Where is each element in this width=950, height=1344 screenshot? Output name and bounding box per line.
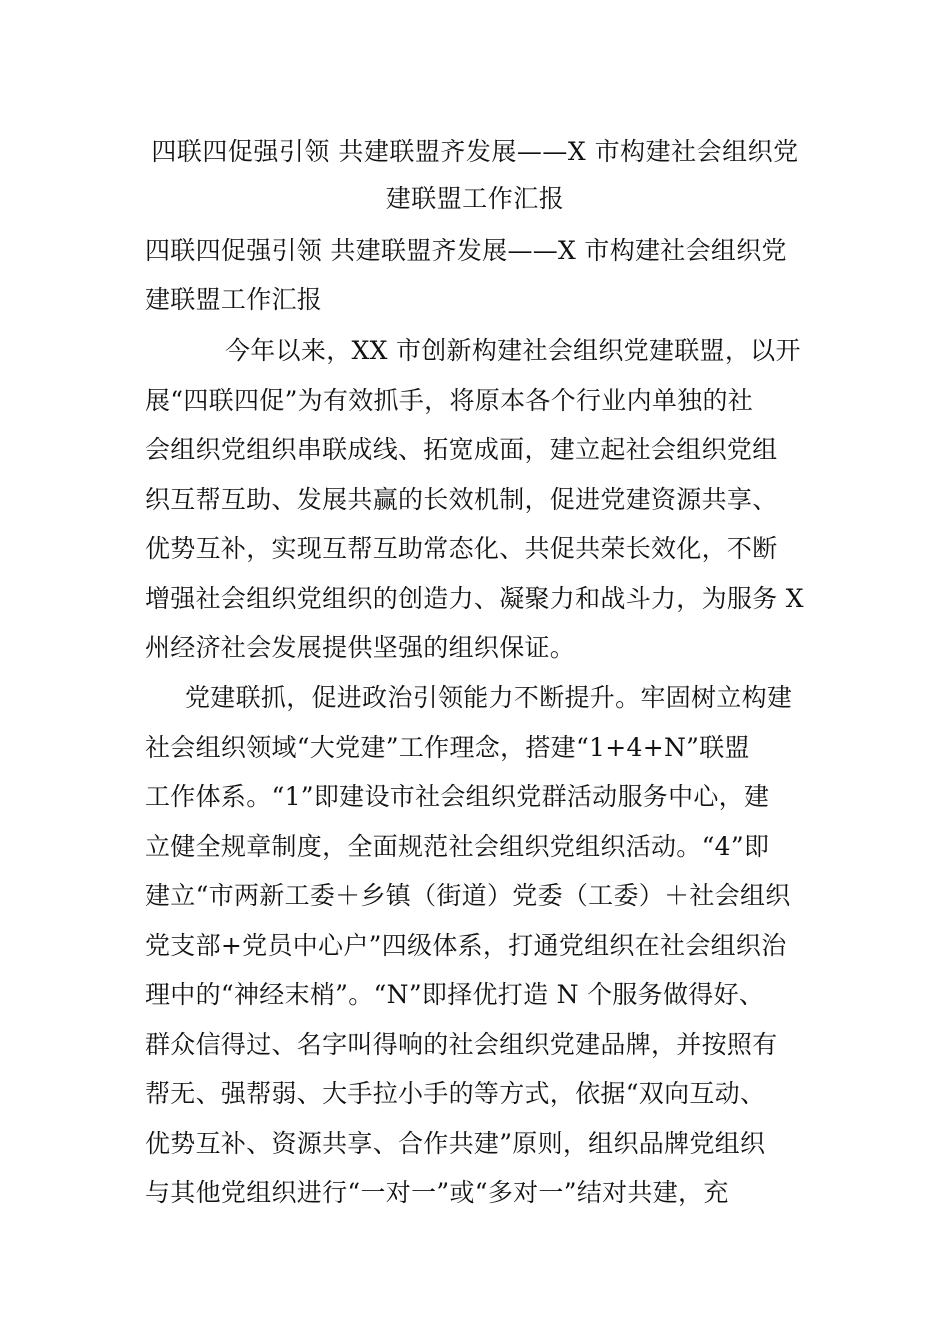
paragraph-intro [145,326,810,673]
paragraph-line: 工作体系。“1”即建设市社会组织党群活动服务中心，建 [145,782,770,811]
paragraph-line: 党建联抓，促进政治引领能力不断提升。牢固树立构建 [185,683,793,712]
paragraph-line: 立健全规章制度，全面规范社会组织党组织活动。“4”即 [145,831,770,861]
heading-line-2: 建联盟工作汇报 [145,285,323,314]
paragraph-line: 增强社会组织党组织的创造力、凝聚力和战斗力，为服务 X [145,583,804,613]
paragraph-line: 建立“市两新工委＋乡镇（街道）党委（工委）＋社会组织 [145,881,791,910]
paragraph-line: 州经济社会发展提供坚强的组织保证。 [145,633,576,662]
paragraph-line: 今年以来，XX 市创新构建社会组织党建联盟，以开 [225,336,801,365]
title-line-1: 四联四促强引领 共建联盟齐发展——X 市构建社会组织党 [151,137,799,166]
paragraph-line: 优势互补、资源共享、合作共建”原则，组织品牌党组织 [145,1128,766,1158]
document-heading [145,226,810,324]
document-title [120,128,830,222]
paragraph-line: 会组织党组织串联成线、拓宽成面，建立起社会组织党组 [145,435,778,464]
paragraph-line: 织互帮互助、发展共赢的长效机制，促进党建资源共享、 [145,484,778,514]
paragraph-line: 社会组织领域“大党建”工作理念，搭建“1+4+N”联盟 [145,732,750,762]
paragraph-party-building [145,673,810,1218]
paragraph-line: 展“四联四促”为有效抓手，将原本各个行业内单独的社 [145,385,754,415]
paragraph-line: 帮无、强帮弱、大手拉小手的等方式，依据“双向互动、 [145,1079,766,1108]
paragraph-line: 与其他党组织进行“一对一”或“多对一”结对共建，充 [145,1178,729,1207]
paragraph-line: 党支部+党员中心户”四级体系，打通党组织在社会组织治 [145,930,787,960]
paragraph-line: 群众信得过、名字叫得响的社会组织党建品牌，并按照有 [145,1029,778,1059]
paragraph-line: 优势互补，实现互帮互助常态化、共促共荣长效化，不断 [145,534,778,563]
heading-line-1: 四联四促强引领 共建联盟齐发展——X 市构建社会组织党 [145,236,787,265]
title-line-2: 建联盟工作汇报 [385,184,565,213]
paragraph-line: 理中的“神经末梢”。“N”即择优打造 N 个服务做得好、 [145,980,765,1009]
